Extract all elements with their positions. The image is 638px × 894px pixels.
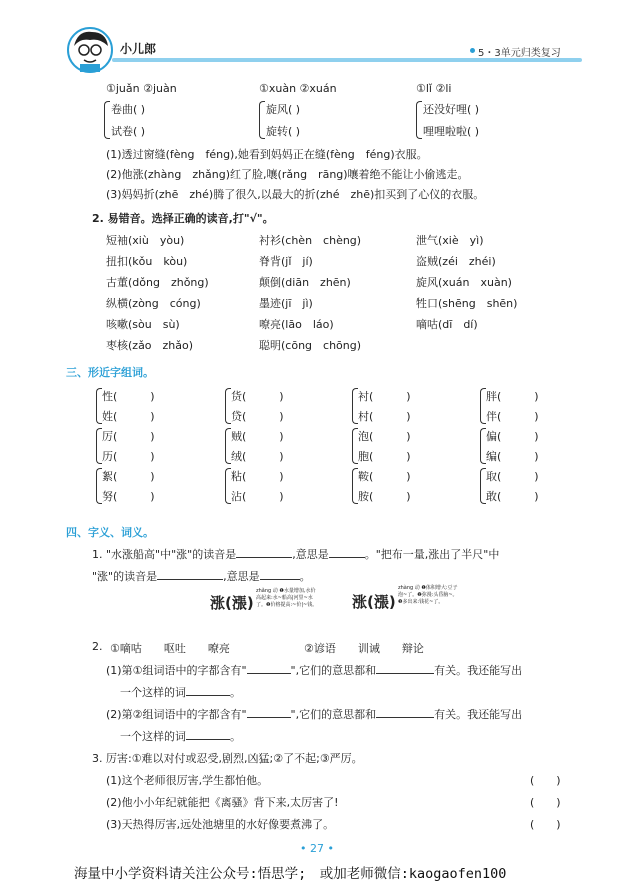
q2-item: 盗贼(zéi zhéi) (416, 255, 496, 268)
q2-s1-text-c: 有关。我还能写出 (434, 664, 523, 677)
similar-char-item: 偏( ) (486, 430, 539, 443)
similar-char-item: 村( ) (358, 410, 411, 423)
poly-sentence: (3)妈妈折(zhē zhé)腾了很久,以最大的折(zhé zhē)扣买到了心仪的衣服。 (106, 188, 485, 201)
dict-entry-2 (352, 585, 462, 627)
q2-item: 衬衫(chèn chèng) (259, 234, 362, 247)
poly-word: 卷曲( ) (111, 103, 146, 116)
poly-sentence: (1)透过窗缝(fèng féng),她看到妈妈正在缝(fèng féng)衣服。 (106, 148, 428, 161)
similar-char-item: 性( ) (102, 390, 155, 403)
brace (104, 101, 110, 139)
q3-item: (2)他小小年纪就能把《离骚》背下来,太厉害了! (106, 796, 339, 809)
bullet-icon (470, 48, 475, 53)
poly-word: 试卷( ) (111, 125, 146, 138)
q1-text-c: 。"把布一量,涨出了半尺"中 (364, 548, 500, 561)
q2-item: 嘹亮(lāo láo) (259, 318, 334, 331)
blank[interactable] (376, 717, 434, 718)
similar-char-item: 沾( ) (231, 490, 284, 503)
similar-char-item: 努( ) (102, 490, 155, 503)
q3-item: (3)天热得厉害,远处池塘里的水好像要煮沸了。 (106, 818, 335, 831)
dict1-text: zhǎng 动 ❶水量增加,水价高起来:水~船高|河里~水了。❷价格提高:~价|~钱。 (256, 588, 318, 608)
poly-options-3: ①lǐ ②li (416, 82, 452, 95)
q2-item: 短袖(xiù yòu) (106, 234, 185, 247)
q2-s2-text-b: ",它们的意思都和 (290, 708, 377, 721)
q2-item: 牲口(shēng shēn) (416, 297, 518, 310)
q2-s2 (106, 706, 522, 722)
q2-s1 (106, 662, 522, 678)
q2-s2-text: (2)第②组词语中的字都含有" (106, 708, 247, 721)
q2-item: 嘀咕(dī dí) (416, 318, 478, 331)
blank[interactable] (329, 557, 365, 558)
answer-paren[interactable]: ( ) (530, 796, 561, 809)
poly-options-2: ①xuàn ②xuán (259, 82, 337, 95)
similar-char-item: 历( ) (102, 450, 155, 463)
q1-text-a: 1. "水涨船高"中"涨"的读音是 (92, 548, 237, 561)
poly-word: 还没好哩( ) (423, 103, 480, 116)
brace (259, 101, 265, 139)
answer-paren[interactable]: ( ) (530, 818, 561, 831)
dict-entry-1 (210, 588, 320, 628)
poly-word: 哩哩啦啦( ) (423, 125, 480, 138)
q2-item: 脊背(jǐ jí) (259, 255, 313, 268)
q2-item: 颠倒(diān zhēn) (259, 276, 351, 289)
q1-line2 (92, 568, 311, 584)
poly-sentence: (2)他涨(zhàng zhǎng)红了脸,嚷(rǎng rāng)嚷着绝不能让小偷逃走。 (106, 168, 469, 181)
similar-char-item: 泡( ) (358, 430, 411, 443)
q2-item: 旋风(xuán xuàn) (416, 276, 512, 289)
q2-s2-text-d: 一个这样的词 (120, 730, 186, 743)
dict1-head: 涨(漲) (210, 594, 254, 612)
footer-ad: 海量中小学资料请关注公众号:悟思学; 或加老师微信:kaogaofen100 (74, 866, 507, 882)
q1-text-e: ,意思是 (223, 570, 260, 583)
similar-char-item: 鞍( ) (358, 470, 411, 483)
q1-text-d: "涨"的读音是 (92, 570, 158, 583)
q2-s2-cont: 一个这样的词 。 (120, 730, 241, 743)
q1-text-b: ,意思是 (292, 548, 329, 561)
similar-char-item: 编( ) (486, 450, 539, 463)
similar-char-item: 胖( ) (486, 390, 539, 403)
mascot-logo (66, 26, 114, 74)
q2-groupA: ①嘀咕 呕吐 嘹亮 (110, 642, 230, 655)
poly-options-1: ①juǎn ②juàn (106, 82, 177, 95)
q2-s1-text-b: ",它们的意思都和 (290, 664, 377, 677)
q2-item: 扭扣(kǒu kòu) (106, 255, 188, 268)
similar-char-item: 伴( ) (486, 410, 539, 423)
q2-item: 泄气(xiè yì) (416, 234, 484, 247)
q2-title: 2. 易错音。选择正确的读音,打"√"。 (92, 212, 274, 225)
q2-s1-text-d: 一个这样的词 (120, 686, 186, 699)
q2-s2-text-c: 有关。我还能写出 (434, 708, 523, 721)
blank[interactable] (247, 717, 291, 718)
section-label: 5・3单元归类复习 (478, 48, 561, 59)
q3-item: (1)这个老师很厉害,学生都怕他。 (106, 774, 269, 787)
similar-char-item: 衬( ) (358, 390, 411, 403)
q2-label: 2. (92, 640, 103, 653)
q2-item: 咳嗽(sòu sù) (106, 318, 180, 331)
page-number: • 27 • (300, 842, 334, 855)
q2-item: 纵横(zòng cóng) (106, 297, 201, 310)
similar-char-item: 姓( ) (102, 410, 155, 423)
q2-item: 枣核(zǎo zhǎo) (106, 339, 194, 352)
sec3-title: 三、形近字组词。 (66, 366, 154, 379)
q2-s1-cont: 一个这样的词 。 (120, 686, 241, 699)
brand-name: 小儿郎 (120, 42, 157, 56)
dict2-head: 涨(漲) (352, 593, 396, 611)
similar-char-item: 胺( ) (358, 490, 411, 503)
q2-item: 聪明(cōng chōng) (259, 339, 362, 352)
q2-item: 古董(dǒng zhǒng) (106, 276, 209, 289)
blank[interactable] (186, 695, 230, 696)
similar-char-item: 厉( ) (102, 430, 155, 443)
blank[interactable] (260, 579, 300, 580)
blank[interactable] (236, 557, 292, 558)
brace (416, 101, 422, 139)
blank[interactable] (376, 673, 434, 674)
blank[interactable] (247, 673, 291, 674)
similar-char-item: 胞( ) (358, 450, 411, 463)
sec4-title: 四、字义、词义。 (66, 526, 154, 539)
poly-word: 旋风( ) (266, 103, 301, 116)
similar-char-item: 贼( ) (231, 430, 284, 443)
blank[interactable] (186, 739, 230, 740)
similar-char-item: 敢( ) (486, 490, 539, 503)
similar-char-item: 贷( ) (231, 410, 284, 423)
similar-char-item: 货( ) (231, 390, 284, 403)
similar-char-item: 取( ) (486, 470, 539, 483)
similar-char-item: 絮( ) (102, 470, 155, 483)
similar-char-item: 绒( ) (231, 450, 284, 463)
q3-title: 3. 厉害:①难以对付或忍受,剧烈,凶猛;②了不起;③严厉。 (92, 752, 363, 765)
similar-char-item: 粘( ) (231, 470, 284, 483)
q2-item: 墨迹(jī jì) (259, 297, 313, 310)
poly-word: 旋转( ) (266, 125, 301, 138)
q2-groupB: ②谚语 训诫 辩论 (304, 642, 424, 655)
q1-line1 (92, 546, 499, 562)
q1-text-f: 。 (299, 570, 311, 583)
dict2-text: zhàng 动 ❶体积增大:豆子泡~了。❷弥漫:头昏脑~。❸多出来:钱花~了。 (398, 585, 458, 605)
q2-s1-text: (1)第①组词语中的字都含有" (106, 664, 247, 677)
answer-paren[interactable]: ( ) (530, 774, 561, 787)
blank[interactable] (157, 579, 223, 580)
